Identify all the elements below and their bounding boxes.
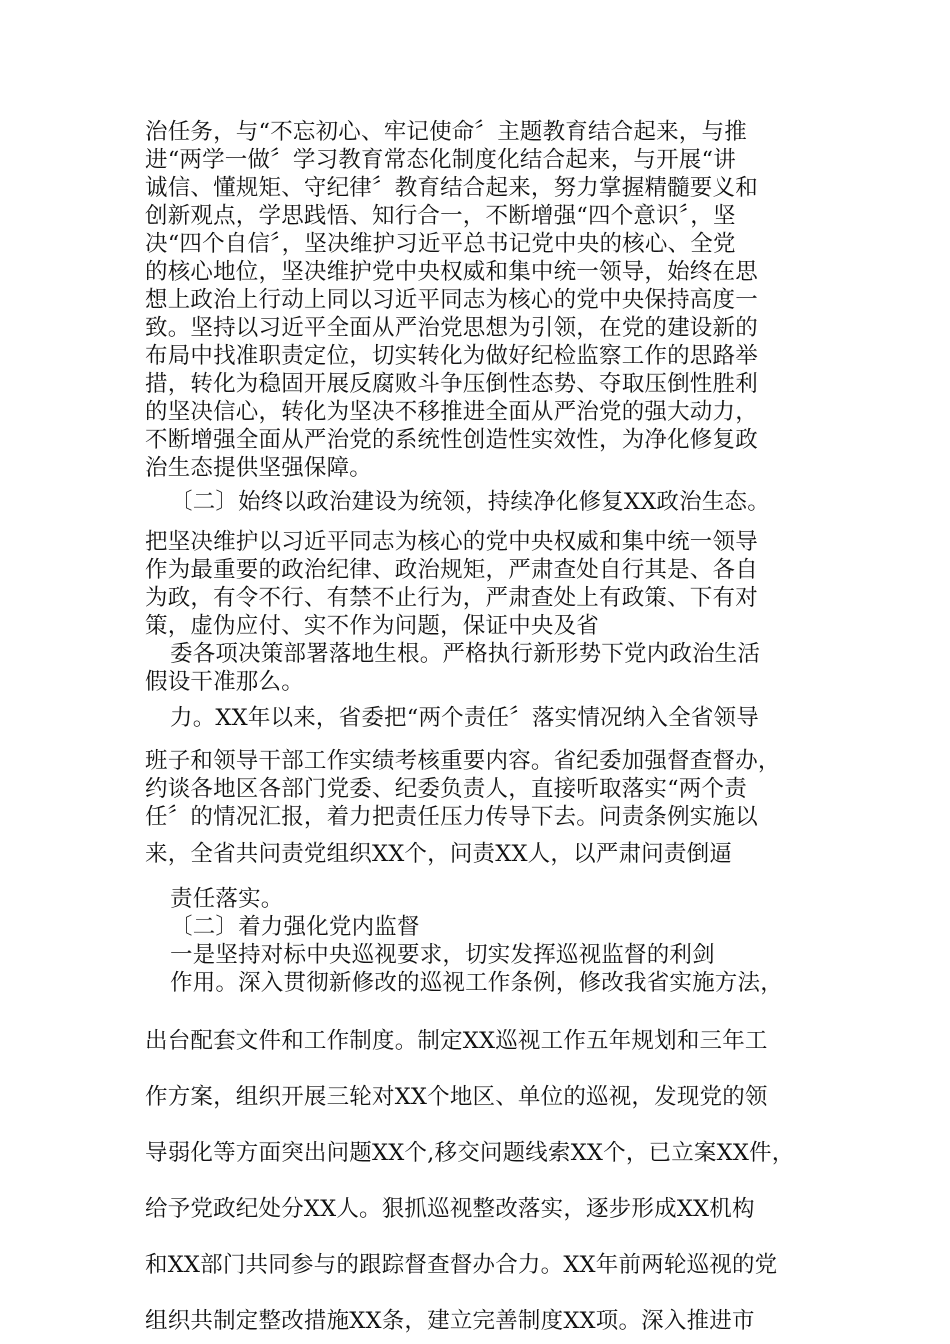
text-line: 约谈各地区各部门党委、纪委负责人，直接听取落实“两个责	[145, 776, 747, 802]
text-line: 创新观点，学思践悟、知行合一，不断增强“四个意识〞，坚	[145, 203, 736, 229]
text-line: 和XX部门共同参与的跟踪督查督办合力。XX年前两轮巡视的党	[145, 1252, 778, 1278]
text-line: 给予党政纪处分XX人。狠抓巡视整改落实，逐步形成XX机构	[145, 1196, 755, 1222]
text-line: 为政，有令不行、有禁不止行为，严肃查处上有政策、下有对	[145, 585, 758, 611]
text-line: 作为最重要的政治纪律、政治规矩，严肃查处自行其是、各自	[145, 557, 758, 583]
text-line: 一是坚持对标中央巡视要求，切实发挥巡视监督的利剑	[170, 942, 715, 968]
section-heading: 〔二〕始终以政治建设为统领，持续净化修复XX政治生态。	[170, 489, 770, 515]
text-line: 任〞的情况汇报，着力把责任压力传导下去。问责条例实施以	[145, 804, 758, 830]
text-line: 作方案，组织开展三轮对XX个地区、单位的巡视，发现党的领	[145, 1084, 768, 1110]
text-line: 治任务，与“不忘初心、牢记使命〞主题教育结合起来，与推	[145, 119, 747, 145]
text-line: 布局中找准职责定位，切实转化为做好纪检监察工作的思路举	[145, 343, 758, 369]
text-line: 的核心地位，坚决维护党中央权威和集中统一领导，始终在思	[145, 259, 758, 285]
text-line: 治生态提供坚强保障。	[145, 455, 373, 481]
text-line: 导弱化等方面突出问题XX个,移交问题线索XX个，已立案XX件，	[145, 1140, 795, 1166]
text-line: 的坚决信心，转化为坚决不移推进全面从严治党的强大动力，	[145, 399, 758, 425]
text-line: 进“两学一做〞学习教育常态化制度化结合起来，与开展“讲	[145, 147, 736, 173]
text-line: 决“四个自信〞，坚决维护习近平总书记党中央的核心、全党	[145, 231, 736, 257]
text-line: 致。坚持以习近平全面从严治党思想为引领，在党的建设新的	[145, 315, 758, 341]
text-line: 力。XX年以来，省委把“两个责任〞落实情况纳入全省领导	[170, 705, 759, 731]
text-line: 诚信、懂规矩、守纪律〞教育结合起来，努力掌握精髓要义和	[145, 175, 758, 201]
text-line: 组织共制定整改措施XX条，建立完善制度XX项。深入推进市	[145, 1308, 755, 1334]
text-line: 来，全省共问责党组织XX个，问责XX人，以严肃问责倒逼	[145, 841, 732, 867]
text-line: 想上政治上行动上同以习近平同志为核心的党中央保持高度一	[145, 287, 758, 313]
text-line: 假设干准那么。	[145, 669, 304, 695]
text-line: 责任落实。	[170, 886, 284, 912]
text-line: 措，转化为稳固开展反腐败斗争压倒性态势、夺取压倒性胜利	[145, 371, 758, 397]
text-line: 策，虚伪应付、实不作为问题，保证中央及省	[145, 613, 600, 639]
text-line: 委各项决策部署落地生根。严格执行新形势下党内政治生活	[170, 641, 761, 667]
section-heading: 〔二〕着力强化党内监督	[170, 914, 420, 940]
text-line: 把坚决维护以习近平同志为核心的党中央权威和集中统一领导	[145, 529, 758, 555]
text-line: 出台配套文件和工作制度。制定XX巡视工作五年规划和三年工	[145, 1028, 768, 1054]
text-line: 作用。深入贯彻新修改的巡视工作条例，修改我省实施方法，	[170, 970, 783, 996]
text-line: 班子和领导干部工作实绩考核重要内容。省纪委加强督查督办，	[145, 748, 781, 774]
text-line: 不断增强全面从严治党的系统性创造性实效性，为净化修复政	[145, 427, 758, 453]
